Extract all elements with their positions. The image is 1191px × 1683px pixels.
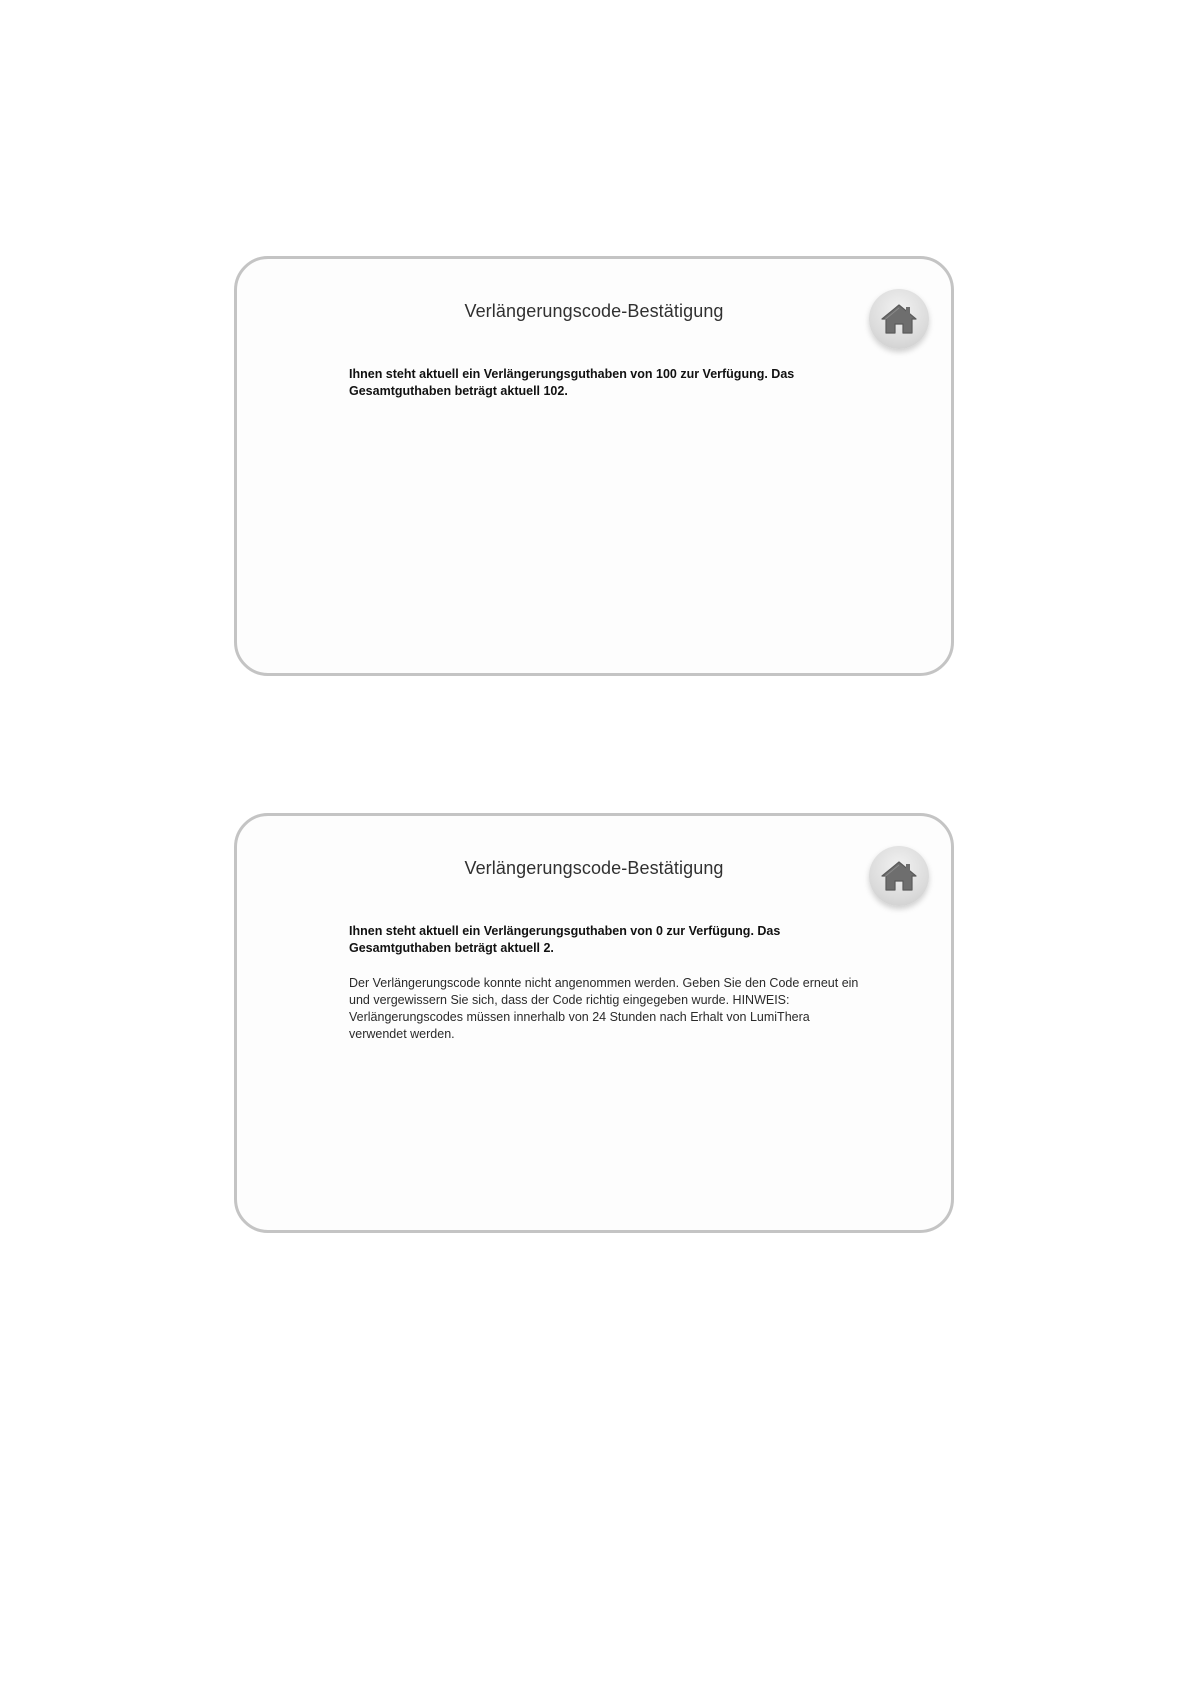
screen-title: Verlängerungscode-Bestätigung — [464, 301, 724, 321]
home-icon — [880, 302, 918, 336]
home-icon — [880, 859, 918, 893]
renewal-confirmation-screen-success — [234, 256, 954, 676]
balance-message: Ihnen steht aktuell ein Verlängerungsguthaben von 100 zur Verfügung. Das Gesamtguthaben beträgt aktuell 102. — [349, 367, 795, 398]
error-message: Der Verlängerungscode konnte nicht angenommen werden. Geben Sie den Code erneut ein und vergewissern Sie sich, dass der Code richtig eingegeben wurde. HINWEIS: Verlängerungscodes müssen innerhalb von 24 Stunden nach Erhalt von LumiThera verwendet werden. — [349, 976, 859, 1041]
renewal-confirmation-screen-error — [234, 813, 954, 1233]
screen-title: Verlängerungscode-Bestätigung — [464, 858, 724, 878]
balance-message: Ihnen steht aktuell ein Verlängerungsguthaben von 0 zur Verfügung. Das Gesamtguthaben beträgt aktuell 2. — [349, 924, 781, 955]
home-button[interactable] — [869, 289, 929, 349]
home-button[interactable] — [869, 846, 929, 906]
